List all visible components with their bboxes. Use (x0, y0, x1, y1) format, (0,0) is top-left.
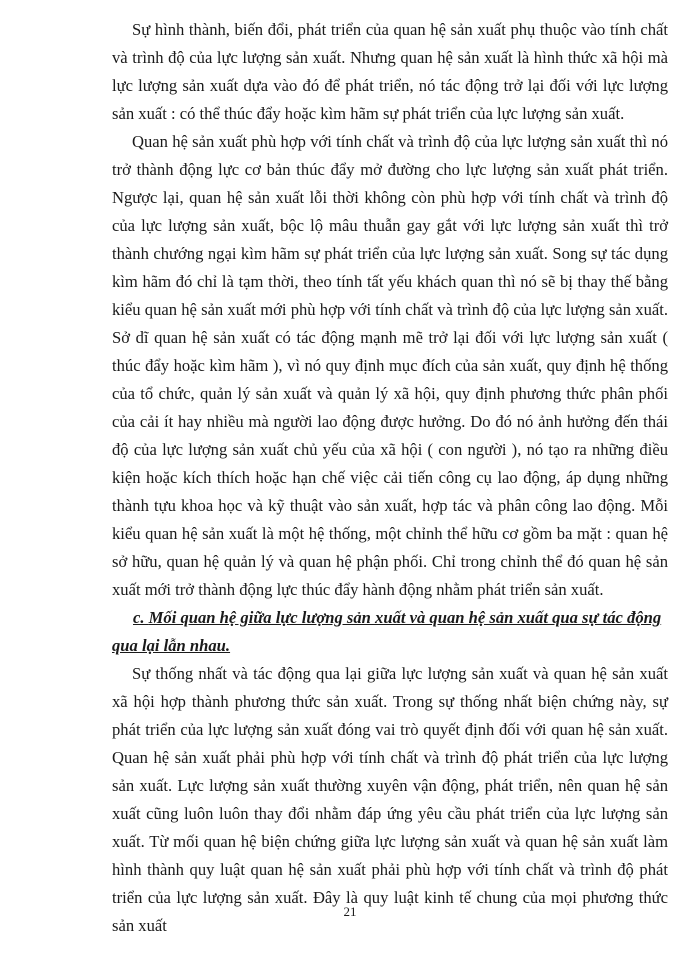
document-page (112, 16, 668, 940)
paragraph-1: Sự hình thành, biến đổi, phát triển của quan hệ sản xuất phụ thuộc vào tính chất và trình độ của lực lượng sản xuất. Nhưng quan hệ sản xuất là hình thức xã hội mà lực lượng sản xuất dựa vào đó để phát triển, nó tác động trở lại đối với lực lượng sản xuất : có thể thúc đẩy hoặc kìm hãm sự phát triển của lực lượng sản xuất. (112, 20, 668, 123)
section-heading-letter: c. (133, 608, 145, 627)
paragraph-2: Quan hệ sản xuất phù hợp với tính chất và trình độ của lực lượng sản xuất thì nó trở thành động lực cơ bản thúc đẩy mở đường cho lực lượng sản xuất phát triển. Ngược lại, quan hệ sản xuất lỗi thời không còn phù hợp với tính chất và trình độ của lực lượng sản xuất, bộc lộ mâu thuẫn gay gắt với lực lượng sản xuất thì trở thành chướng ngại kìm hãm sự phát triển của lực lượng sản xuất. Song sự tác dụng kìm hãm đó chỉ là tạm thời, theo tính tất yếu khách quan thì nó sẽ bị thay thế bằng kiểu quan hệ sản xuất mới phù hợp với tính chất và trình độ của lực lượng sản xuất. Sở dĩ quan hệ sản xuất có tác động mạnh mẽ trở lại đối với lực lượng sản xuất ( thúc đẩy hoặc kìm hãm ), vì nó quy định mục đích của sản xuất, quy định hệ thống của tổ chức, quản lý sản xuất và quản lý xã hội, quy định phương thức phân phối của cải ít hay nhiều mà người lao động được hưởng. Do đó nó ảnh hưởng đến thái độ của lực lượng sản xuất chủ yếu của xã hội ( con người ), nó tạo ra những điều kiện hoặc kích thích hoặc hạn chế việc cải tiến công cụ lao động, áp dụng những thành tựu khoa học và kỹ thuật vào sản xuất, hợp tác và phân công lao động. Mỗi kiểu quan hệ sản xuất là một hệ thống, một chỉnh thể hữu cơ gồm ba mặt : quan hệ sở hữu, quan hệ quản lý và quan hệ phận phối. Chỉ trong chỉnh thể đó quan hệ sản xuất mới trở thành động lực thúc đẩy hành động nhằm phát triển sản xuất. (112, 132, 668, 599)
section-heading-text: Mối quan hệ giữa lực lượng sản xuất và quan hệ sản xuất qua sự tác động qua lại lẫn nhau. (112, 608, 662, 655)
paragraph-3: Sự thống nhất và tác động qua lại giữa lực lượng sản xuất và quan hệ sản xuất xã hội hợp thành phương thức sản xuất. Trong sự thống nhất biện chứng này, sự phát triển của lực lượng sản xuất đóng vai trò quyết định đối với quan hệ sản xuất. Quan hệ sản xuất phải phù hợp với tính chất và trình độ phát triển của lực lượng sản xuất. Lực lượng sản xuất thường xuyên vận động, phát triển, nên quan hệ sản xuất cũng luôn luôn thay đổi nhằm đáp ứng yêu cầu phát triển của lực lượng sản xuất. Từ mối quan hệ biện chứng giữa lực lượng sản xuất và quan hệ sản xuất làm hình thành quy luật quan hệ sản xuất phải phù hợp với tính chất và trình độ phát triển của lực lượng sản xuất. Đây là quy luật kinh tế chung của mọi phương thức sản xuất (112, 664, 668, 935)
page-number: 21 (343, 904, 357, 919)
section-heading (112, 604, 668, 660)
